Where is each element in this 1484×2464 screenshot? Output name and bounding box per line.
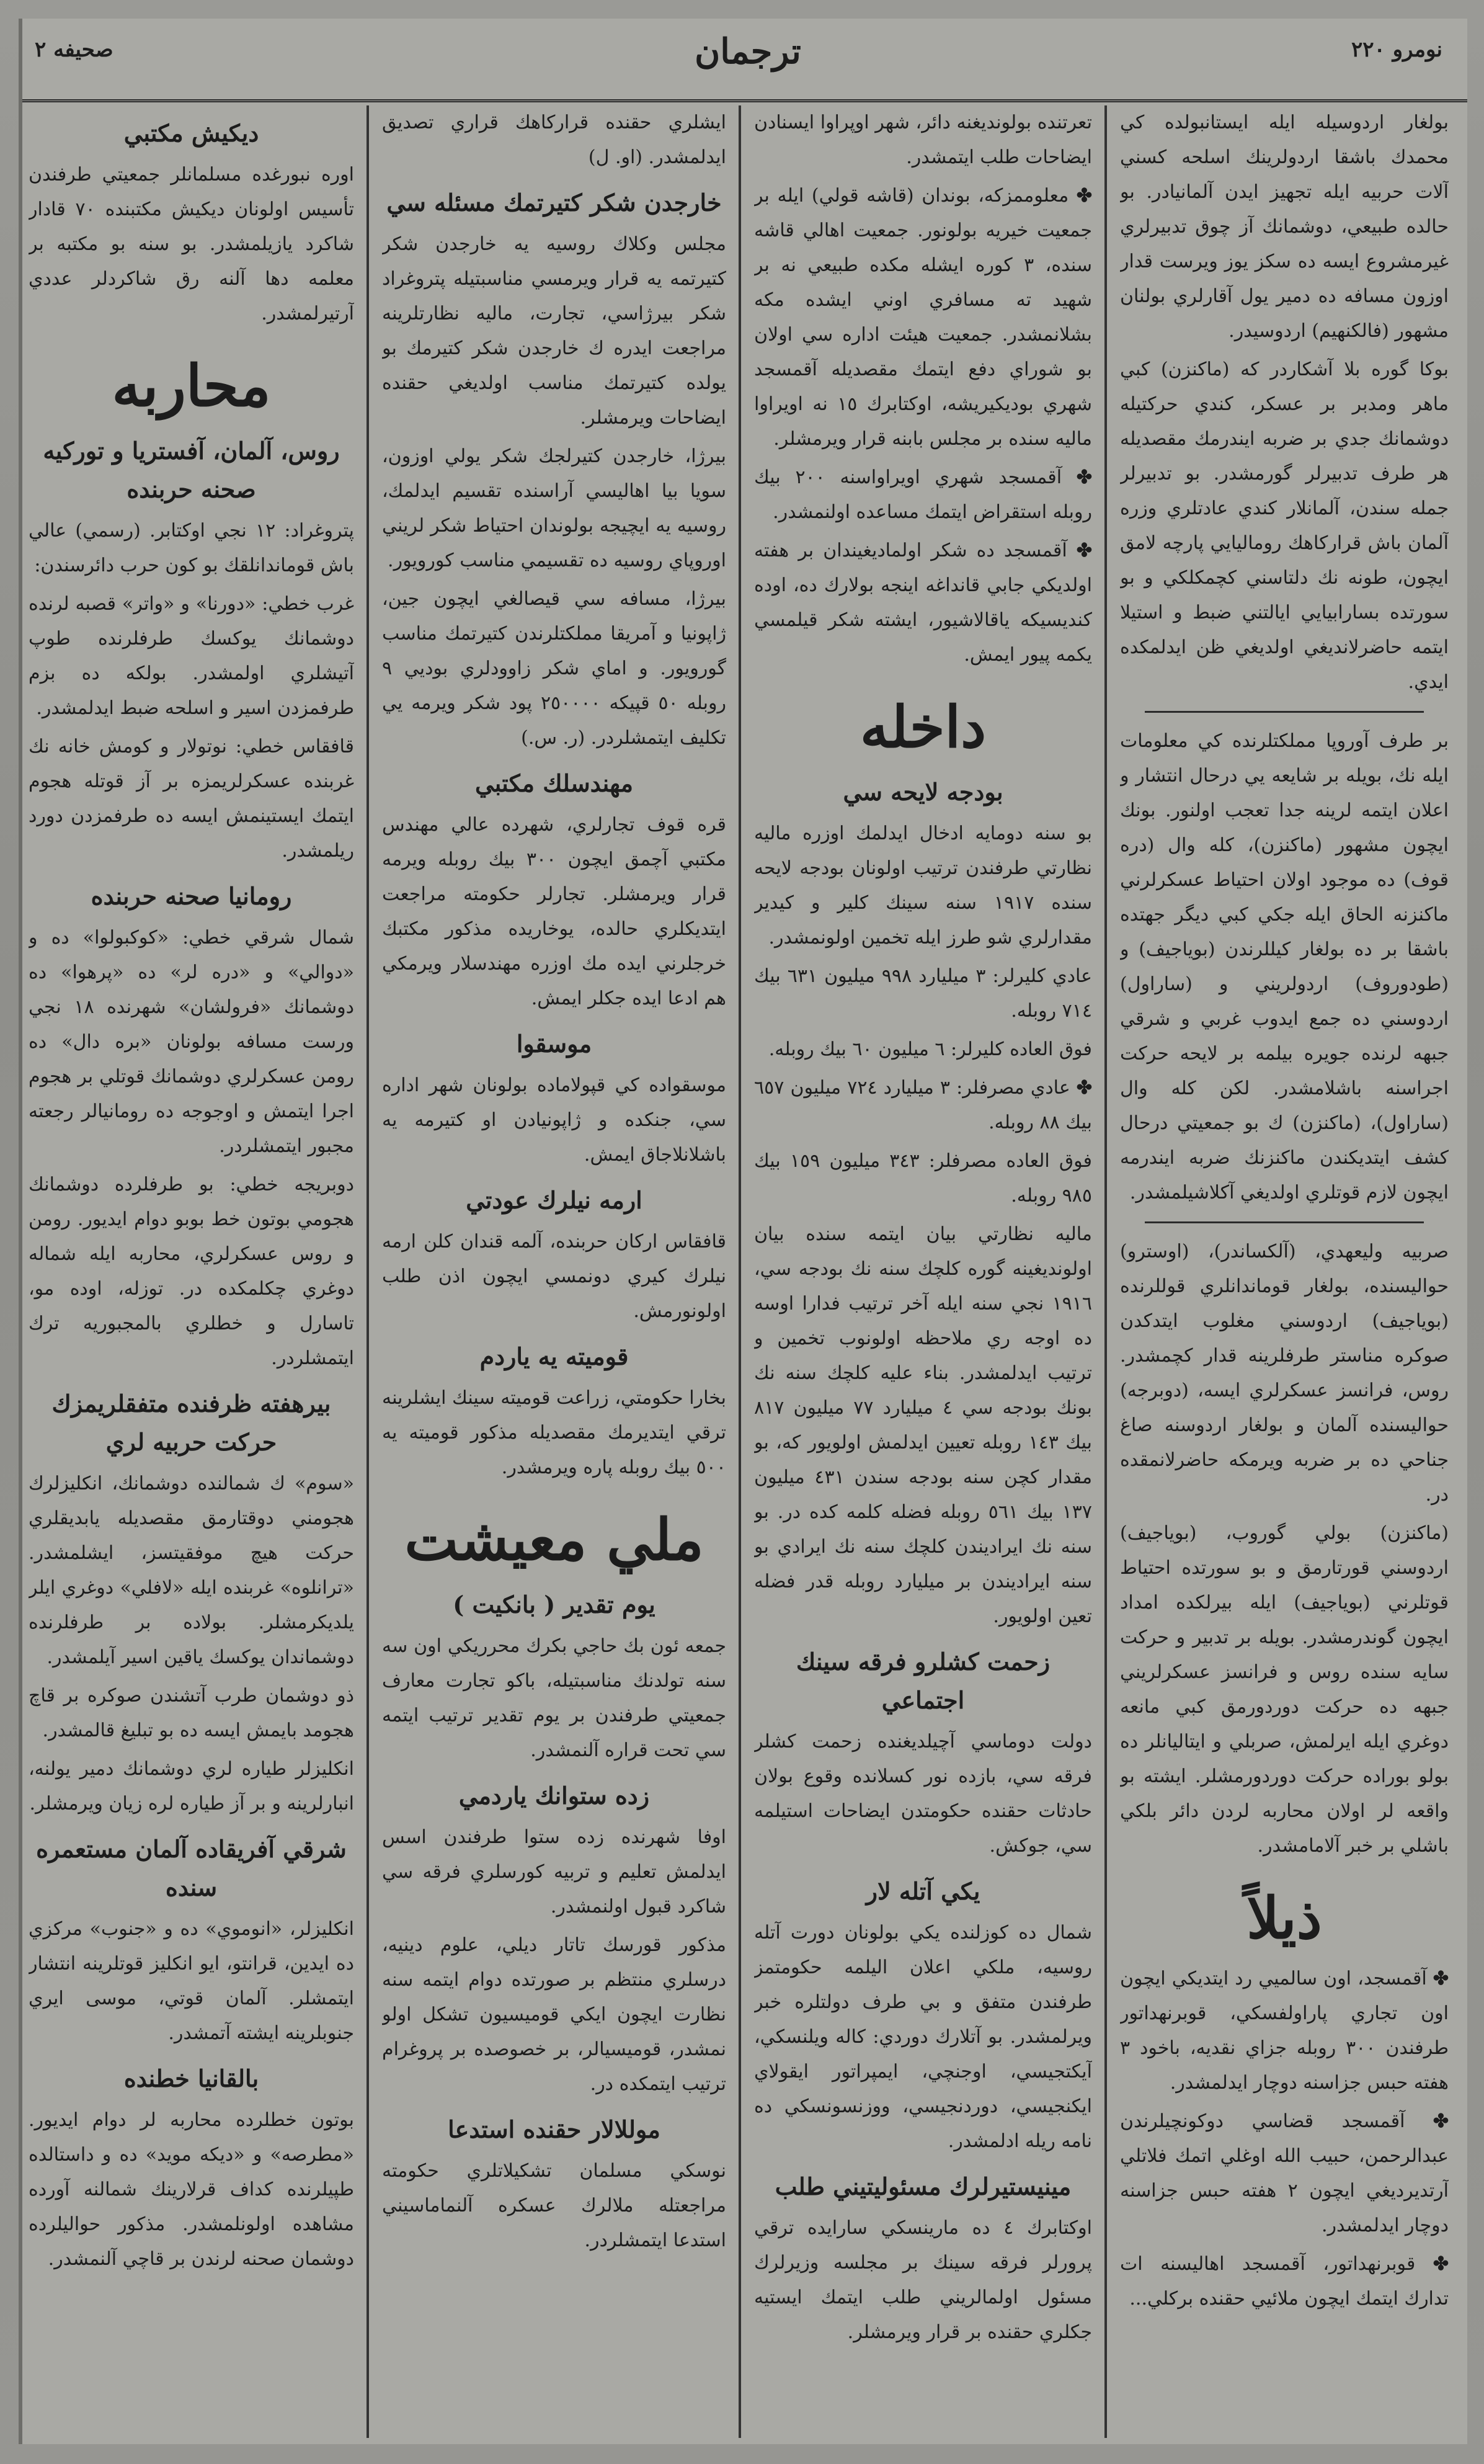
article-paragraph xyxy=(382,1820,726,1924)
column-4 xyxy=(29,105,354,2438)
article-paragraph xyxy=(29,1912,354,2051)
section-heading xyxy=(754,690,1092,764)
ornament-bullet-icon: ✤ xyxy=(1076,540,1092,561)
text: يوم تقدير ( بانكيت ) xyxy=(453,1591,655,1618)
text: يكي آتله لار xyxy=(866,1877,980,1905)
article-paragraph xyxy=(29,158,354,331)
article-paragraph xyxy=(754,959,1092,1029)
ornament-bullet-icon: ✤ xyxy=(1433,1968,1449,1989)
article-paragraph xyxy=(754,2211,1092,2350)
article-paragraph xyxy=(754,179,1092,457)
text: انكليزلر طياره لري دوشمانك دمير يولنه، انبارلرينه و بر آز طياره لره زيان ويرمشلر. xyxy=(29,1758,354,1815)
text: تعرتنده بولونديغنه دائر، شهر اوپراوا ايسنادن ايضاحات طلب ايتمشدر. xyxy=(754,112,1092,168)
text: عادي مصرفلر: ٣ ميليارد ٧٢٤ ميليون ٦٥٧ بيك ٨٨ روبله. xyxy=(754,1077,1092,1133)
article-paragraph xyxy=(754,1032,1092,1067)
text: آقمسجد قضاسي دوكونچيلرندن عبدالرحمن، حبيب الله اوغلي اتمك فلاتلي آرتديرديغي ايچون ٢ هفته حبس جزاسنه دوچار ايدلمشدر. xyxy=(1120,2110,1449,2236)
article-heading xyxy=(29,114,354,153)
text: پتروغراد: ١٢ نجي اوكتابر. (رسمي) عالي باش قوماندانلقك بو كون حرب دائرسندن: xyxy=(29,520,354,576)
text: بيرژا، مسافه سي قيصالغي ايچون جين، ژاپونيا و آمريقا مملكتلرندن كتيرتمك مناسب گورويور. و اماي شكر زاوودلري بوديي ٩ روبله ٥٠ قپيكه ٢٥٠٠٠٠ پود شكر ويرمه يي تكليف ايتمشلردر. (ر. س.) xyxy=(382,588,726,749)
text: آقمسجد ده شكر اولماديغيندان بر هفته اولديكي جابي قانداغه اينجه بولارك ده، اوده كنديسيكه ياقالاشيور، ايشته شكر قيلمسي يكمه پيور ايمش. xyxy=(754,540,1092,666)
article-paragraph xyxy=(754,1217,1092,1634)
section-separator xyxy=(1145,711,1424,713)
article-paragraph xyxy=(754,1144,1092,1213)
text: زده ستوانك ياردمي xyxy=(458,1782,650,1810)
article-paragraph xyxy=(1120,1234,1449,1512)
column-3 xyxy=(382,105,726,2438)
article-paragraph xyxy=(382,2154,726,2258)
column-1 xyxy=(1120,105,1449,2438)
text: عادي كليرلر: ٣ ميليارد ٩٩٨ ميليون ٦٣١ بيك ٧١٤ روبله. xyxy=(754,965,1092,1022)
text: بخارا حكومتي، زراعت قوميته سينك ايشلرينه ترقي ايتديرمك مقصديله مذكور قوميته يه ٥٠٠ بيك روبله پاره ويرمشدر. xyxy=(382,1387,726,1478)
article-paragraph xyxy=(754,1725,1092,1864)
article-paragraph xyxy=(29,1167,354,1376)
text: دولت دوماسي آچيلديغنده زحمت كشلر فرقه سي، بازده نور كسلانده وقوع بولان حادثات حقنده حكومتدن ايضاحات استيلمه سي، جوكش. xyxy=(754,1731,1092,1857)
article-paragraph xyxy=(1120,2104,1449,2243)
section-heading xyxy=(29,349,354,423)
ornament-bullet-icon: ✤ xyxy=(1433,2253,1449,2275)
article-paragraph xyxy=(382,105,726,175)
article-paragraph xyxy=(29,587,354,726)
text: مهندسلك مكتبي xyxy=(475,769,633,797)
text: محاربه xyxy=(112,352,271,419)
newspaper-title: ترجمان xyxy=(695,31,801,72)
ornament-bullet-icon: ✤ xyxy=(1076,1077,1092,1099)
masthead xyxy=(22,19,1467,102)
section-heading xyxy=(382,1502,726,1577)
article-paragraph xyxy=(754,816,1092,955)
text: داخله xyxy=(860,694,987,761)
text: ديكيش مكتبي xyxy=(123,119,259,147)
article-paragraph xyxy=(754,1071,1092,1140)
text: ارمه نيلرك عودتي xyxy=(466,1186,642,1214)
newspaper-page xyxy=(19,19,1467,2444)
text: جمعه ئون بك حاجي بكرك محرريكي اون سه سنه تولدنك مناسبتيله، باكو تجارت معارف جمعيتي طرفندن بر يوم تقدير ترتيب ايتمه سي تحت قراره آلنمشدر. xyxy=(382,1635,726,1761)
article-paragraph xyxy=(382,582,726,756)
text: روس، آلمان، آفستريا و توركيه صحنه حربنده xyxy=(43,437,340,503)
article-paragraph xyxy=(29,1466,354,1675)
text: آقمسجد شهري اويراواسنه ٢٠٠ بيك روبله استقراض ايتمك مساعده اولنمشدر. xyxy=(754,466,1092,523)
article-heading xyxy=(382,1337,726,1376)
text: بولغار اردوسيله ايله ايستانبولده كي محمدك باشقا اردولرينك اسلحه كسني آلات حربيه ايله تجهيز ايدن آلمانيادر. بو حالده طبيعي، دوشمانك آز چوق تدبيرلري غيرمشروع ايسه ده سكز يوز ويرست قدار اوزون مسافه ده دمير يول آقارلري بولنان مشهور (فالكنهيم) اردوسيدر. xyxy=(1120,112,1449,342)
text: ماليه نظارتي بيان ايتمه سنده بيان اولونديغينه گوره كلچك سنه نك بودجه سي، ١٩١٦ نجي سنه ايله آخر ترتيب فدارا اوسه ده اوجه ري ملاحظه اولونوب تخمين و ترتيب ايدلمشدر. بناء عليه كلچك سنه نك بونك بودجه سي ٤ ميليارد ٧٧ ميليون ٨١٧ بيك ١٤٣ روبله تعيين ايدلمش اولويور كه، بو مقدار كچن سنه بودجه سندن ٤٣١ ميليون ١٣٧ بيك ٥٦١ روبله فضله كلمه كده در. بو سنه نك ايراديندن كلچك سنه نك ايرادي بو سنه ايراديندن بر ميليارد روبله قدر فضله تعين اولويور. xyxy=(754,1223,1092,1627)
text: مجلس وكلاك روسيه يه خارجدن شكر كتيرتمه يه قرار ويرمسي مناسبتيله پتروغراد شكر بيرژاسي، تجارت، ماليه نظارتلرينه مراجعت ايدره ك خارجدن شكر كتيرمك بو يولده كتيرتمك مناسب اولديغي حقنده ايضاحات ويرمشلر. xyxy=(382,233,726,429)
ornament-bullet-icon: ✤ xyxy=(1076,466,1092,488)
article-paragraph xyxy=(1120,2247,1449,2316)
article-heading xyxy=(382,1181,726,1220)
text: انكليزلر، «انوموي» ده و «جنوب» مركزي ده ايدين، قرانتو، ايو انكليز قوتلرينه انتشار ايتمشلر. آلمان قوتي، موسى ايري جنوبلرينه ايشته آتمشدر. xyxy=(29,1918,354,2044)
article-heading xyxy=(29,2060,354,2098)
text: خارجدن شكر كتيرتمك مسئله سي xyxy=(386,189,722,216)
text: قوميته يه ياردم xyxy=(479,1342,629,1370)
article-paragraph xyxy=(1120,724,1449,1210)
article-paragraph xyxy=(382,1068,726,1172)
text: بالقانيا خطنده xyxy=(123,2064,259,2092)
article-heading xyxy=(29,877,354,916)
text: آقمسجد، اون سالميي رد ايتديكي ايچون اون تجاري پاراولفسكي، قوبرنهداتور طرفندن ٣٠٠ روبله جزاي نقديه، باخود ٣ هفته حبس جزاسنه دوچار ايدلمشدر. xyxy=(1120,1968,1449,2094)
article-heading xyxy=(382,1025,726,1063)
text: شرقي آفريقاده آلمان مستعمره سنده xyxy=(36,1835,347,1901)
text: فوق العاده كليرلر: ٦ ميليون ٦٠ بيك روبله. xyxy=(768,1038,1092,1060)
text: رومانيا صحنه حربنده xyxy=(91,882,292,910)
article-paragraph xyxy=(382,1629,726,1768)
text: زحمت كشلرو فرقه سينك اجتماعي xyxy=(796,1648,1051,1714)
text: بو سنه دومايه ادخال ايدلمك اوزره ماليه نظارتي طرفندن ترتيب اولونان بودجه لايحه سنده ١٩١٧ سنه سينك كلير و كيدير مقدارلري شو طرز ايله تخمين اولونمشدر. xyxy=(754,823,1092,949)
text: ايشلري حقنده قراركاهك قراري تصديق ايدلمشدر. (او. ل) xyxy=(382,112,726,168)
text: قوبرنهداتور، آقمسجد اهاليسنه ات تدارك ايتمك ايچون ملائيي حقنده بركلي... xyxy=(1120,2253,1449,2310)
text: قافقاس خطي: نوتولار و كومش خانه نك غربنده عسكرلريمزه بر آز قوتله هجوم ايتمك ايستينمش ايسه ده طرفمزدن دورد ريلمشدر. xyxy=(29,736,354,862)
text: قره قوف تجارلري، شهرده عالي مهندس مكتبي آچمق ايچون ٣٠٠ بيك روبله ويرمه قرار ويرمشلر. تجارلر حكومته مراجعت ايتديكلري حالده، يوخاريده مذكور مكتبك خرجلرني ايده مك اوزره مهندسلار ويرمكي هم ادعا ايده جكلر ايمش. xyxy=(382,814,726,1009)
article-paragraph xyxy=(754,533,1092,672)
article-paragraph xyxy=(29,921,354,1164)
text: صربيه وليعهدي، (آلكساندر)، (اوسترو) حواليسنده، بولغار قوماندانلري قوللرنده (بوياجيف) اردوسني مغلوب ايتدكدن صوكره مناستر طرفلرينه قدار كچمشدر. روس، فرانسز عسكرلري ايسه، (دوبرجه) حواليسنده آلمان و بولغار اردوسنه صاغ جناحي ده بر ضربه ويرمكه حاضرلانمقده در. xyxy=(1120,1241,1449,1506)
article-heading xyxy=(754,1643,1092,1720)
article-paragraph xyxy=(29,730,354,868)
article-paragraph xyxy=(382,1225,726,1329)
article-paragraph xyxy=(29,1679,354,1748)
text: اوره نبورغده مسلمانلر جمعيتي طرفندن تأسيس اولونان ديكيش مكتبنده ٧٠ قادار شاكرد يازيلمشدر. بو سنه بو مكتبه بر معلمه دها آلنه رق شاكردلر عددي آرتيرلمشدر. xyxy=(29,164,354,324)
article-heading xyxy=(29,1385,354,1462)
article-paragraph xyxy=(382,227,726,435)
text: شمال شرقي خطي: «كوكبولوا» ده و «دوالي» و «دره لر» ده «پرهوا» ده دوشمانك «فرولشان» شهرنده ١٨ نجي ورست مسافه بولونان «بره دال» ده رومن عسكرلري دوشمانك قوتلي بر هجوم اجرا ايتمش و اوجوجه ده رومانيالر رجعته مجبور ايتمشلردر. xyxy=(29,927,354,1157)
text: ملي معيشت xyxy=(404,1506,704,1573)
text: موسقوا xyxy=(516,1030,592,1058)
section-heading xyxy=(1120,1881,1449,1955)
article-paragraph xyxy=(754,460,1092,530)
text: اوكتابرك ٤ ده مارينسكي سارايده ترقي پرورلر فرقه سينك بر مجلسه وزيرلرك مسئول اولمالريني طلب ايتمك ايستيه جكلري حقنده بر قرار ويرمشلر. xyxy=(754,2217,1092,2343)
article-heading xyxy=(382,1586,726,1624)
text: ذو دوشمان طرب آتشندن صوكره بر قاچ هجومد بايمش ايسه ده بو تبليغ قالمشدر. xyxy=(29,1685,354,1741)
text: بيرژا، خارجدن كتيرلجك شكر يولي اوزون، سويا بيا اهاليسي آراسنده تقسيم ايدلمك، روسيه يه ايچيجه بولوندان احتياط شكر لريني اوروپاي روسيه ده تقسيمي مناسب كورويور. xyxy=(382,445,726,571)
article-paragraph xyxy=(382,1381,726,1485)
article-paragraph xyxy=(382,1928,726,2102)
article-heading xyxy=(382,2110,726,2149)
article-paragraph xyxy=(754,105,1092,175)
article-heading xyxy=(29,1830,354,1907)
column-divider xyxy=(367,105,369,2438)
article-paragraph xyxy=(29,514,354,583)
ornament-bullet-icon: ✤ xyxy=(1433,2110,1449,2132)
text: دوبريجه خطي: بو طرفلرده دوشمانك هجومي بوتون خط بوبو دوام ايديور. رومن و روس عسكرلري، محاربه ايله شماله دوغري چكلمكده در. توزله، اوده مو، تاسارل و خطلري بالمجبوريه ترك ايتمشلردر. xyxy=(29,1174,354,1369)
article-paragraph xyxy=(382,808,726,1016)
article-heading xyxy=(382,184,726,222)
article-paragraph xyxy=(1120,1516,1449,1864)
page-number-label: صحيفه ٢ xyxy=(35,37,113,62)
text: بيرهفته ظرفنده متفقلريمزك حركت حربيه لري xyxy=(51,1390,331,1456)
article-paragraph xyxy=(29,2103,354,2277)
text: موسقواده كي قپولاماده بولونان شهر اداره سي، جنكده و ژاپونيادن او كتيرمه يه باشلانلاجاق ايمش. xyxy=(382,1074,726,1166)
article-heading xyxy=(754,1872,1092,1911)
article-heading xyxy=(754,2167,1092,2206)
text: مينيستيرلرك مسئوليتيني طلب xyxy=(775,2172,1072,2200)
column-divider xyxy=(739,105,741,2438)
text: نوسكي مسلمان تشكيلاتلري حكومته مراجعتله ملالرك عسكره آلنماماسيني استدعا ايتمشلردر. xyxy=(382,2160,726,2251)
article-paragraph xyxy=(1120,1962,1449,2100)
article-paragraph xyxy=(382,439,726,578)
text: موللالار حقنده استدعا xyxy=(448,2115,660,2143)
text: بودجه لايحه سي xyxy=(843,778,1003,806)
ornament-bullet-icon: ✤ xyxy=(1076,185,1092,207)
text: (ماكنزن) بولي گوروب، (بوياجيف) اردوسني قورتارمق و بو سورتده احتياط قوتلرني (بوياجيف) ايله بيرلكده امداد ايچون گوندرمشدر. بويله بر تدبير و حركت سايه سنده روس و فرانسز عسكرلريني جبهه ده حركت دوردورمق كبي مانعه دوغري ايله ايرلمش، صربلي و ايتاليانلر ده بولو بوراده حرکت دوردورمشلر. ايشته بو واقعه لر اولان محاربه لردن دائر بلكي باشلي بر خبر آلامامشدر. xyxy=(1120,1522,1449,1857)
article-paragraph xyxy=(29,1752,354,1821)
text: قافقاس اركان حربنده، آلمه قندان كلن ارمه نيلرك كيري دونمسي ايچون اذن طلب اولونورمش. xyxy=(382,1231,726,1322)
text: بوتون خطلرده محاربه لر دوام ايديور. «مطرصه» و «ديكه مويد» ده و داستالده طپيلرنده كداف قرلارينك شمالنه آورده مشاهده اولونلمشدر. مذكور حواليلرده دوشمان صحنه لرندن بر قاچي آلنمشدر. xyxy=(29,2109,354,2270)
text: بوكا گوره بلا آشكاردر كه (ماكنزن) كبي ماهر ومدبر بر عسكر، كندي حركتيله دوشمانك جدي بر ضربه ايندرمك مقصديله هر طرف تدبيرلر گورمشدر. بو تدبيرلر جمله سندن، آلمانلار كندي عادتلري وزره آلمان باش قراركاهك روماليايي پارچه لامق ايچون، طونه نك دلتاسني كچمكلكي و بو سورتده بسارابيايي ايالتني ضبط و استيلا ايتمه حاضرلانديغي اولديغي ظن ايدلمكده ايدي. xyxy=(1120,359,1449,693)
text: «سوم» ك شمالنده دوشمانك، انكليزلرك هجومني دوقتارمق مقصديله يابديقلري حركت هيچ موفقيتسز، ايشلمشدر. «ترانلوه» غربنده ايله «لافلي» دوغري ايلر يلديكرمشلر. بولاده بر طرفلرنده دوشماندان يوكسك ياقين اسير آيلمشدر. xyxy=(29,1473,354,1668)
column-2 xyxy=(754,105,1092,2438)
article-heading xyxy=(29,432,354,509)
article-heading xyxy=(382,764,726,803)
article-paragraph xyxy=(1120,352,1449,700)
text: اوفا شهرنده زده ستوا طرفندن اسس ايدلمش تعليم و تربيه كورسلري فرقه سي شاكرد قبول اولنمشدر. xyxy=(382,1826,726,1917)
text: بر طرف آوروپا مملكتلرنده كي معلومات ايله نك، بويله بر شايعه يي درحال انتشار و اعلان ايتمه لرينه جدا تعجب اولنور. بونك ايچون مشهور (ماكنزن)، كله وال (دره قوف) ده موجود اولان احتياط عسكرلرني ماكنزنه الحاق ايله جكي كبي ديگر جهتده باشقا بر ده بولغار كيللرندن (بوياجيف) و (طودوروف) اردولريني و (ساراول) اردوسني ده جمع ايدوب غربي و شرقي جبهه لرنده جويره بيلمه بر لايحه حركت اجراسنه باشلامشدر. لكن كله وال (ساراول)، (ماكنزن) ك بو جمعيتي درحال كشف ايتديكندن ماكنزنك ضربه ايندرمه ايچون لازم قوتلري اولديغي آكلاشيلمشدر. xyxy=(1120,730,1449,1203)
article-heading xyxy=(754,773,1092,811)
issue-number-label: نومرو ٢٢٠ xyxy=(1351,37,1442,62)
section-separator xyxy=(1145,1221,1424,1223)
article-paragraph xyxy=(1120,105,1449,349)
text: معلوممزكه، بوندان (قاشه قولي) ايله بر جمعيت خيريه بولونور. جمعيت اهالي قاشه سنده، ٣ كوره ايشله مكده طبيعي نه بر شهيد ته مسافري اوني ايشده مكه بشلانمشدر. جمعيت هيئت اداره سي اولان بو شوراي دفع ايتمك مقصديله آقمسجد شهري بوديكيريشه، اوكتابرك ١٥ نه اويراوا ماليه سنده بر مجلس بابنه قرار ويرمشلر. xyxy=(754,185,1092,450)
article-paragraph xyxy=(754,1916,1092,2159)
text: غرب خطي: «دورنا» و «واتر» قصبه لرنده دوشمانك يوكسك طرفلرنده طوپ آتيشلري اولمشدر. بولكه ده بزم طرفمزدن اسير و اسلحه ضبط ايدلمشدر. xyxy=(29,593,354,719)
text: شمال ده كوزلنده يكي بولونان دورت آتله روسيه، ملكي اعلان اليلمه حكومتمز طرفندن متفق و بي طرف دولتلره خبر ويرلمشدر. بو آتلارك دوردي: كاله ويلنسكي، آيكتجيسي، اوجنچي، ايمپراتور ايقولاي ايكنجيسي، دوردنجيسي، ووزنسونسكي ده نامه ريله ادلمشدر. xyxy=(754,1922,1092,2152)
article-heading xyxy=(382,1777,726,1815)
text: مذكور قورسك تاتار ديلي، علوم دينيه، درسلري منتظم بر صورتده دوام ايتمه سنه نظارت ايچون ايكي قوميسيون تشكل اولو نمشدر، قوميسيالر، بر خصوصده بر پروغرام ترتيب ايتمكده در. xyxy=(382,1934,726,2095)
column-divider xyxy=(1104,105,1107,2438)
text: ذيلاً xyxy=(1246,1885,1322,1952)
text: فوق العاده مصرفلر: ٣٤٣ ميليون ١٥٩ بيك ٩٨٥ روبله. xyxy=(754,1150,1092,1207)
